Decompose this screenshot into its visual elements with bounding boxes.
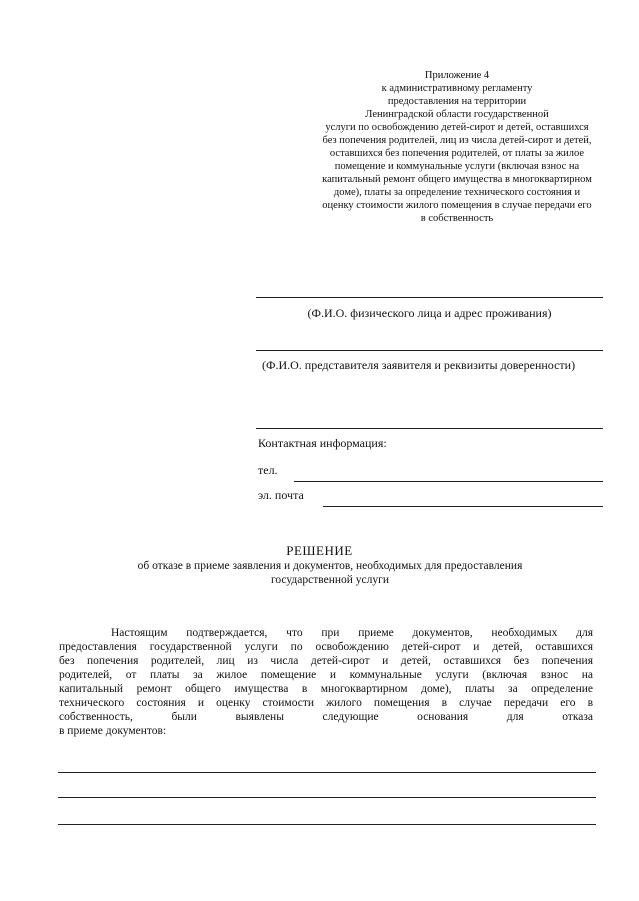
- appendix-line: оценку стоимости жилого помещения в случае передачи его: [322, 200, 592, 211]
- body-line: без попечения родителей, лиц из числа детей-сирот и детей, оставшихся без попечения: [59, 655, 593, 667]
- appendix-line: Ленинградской области государственной: [365, 109, 549, 120]
- appendix-line: оставшихся без попечения родителей, от платы за жилое: [329, 148, 585, 159]
- refusal-reason-line[interactable]: [58, 797, 596, 798]
- applicant-name-line[interactable]: [256, 297, 603, 298]
- body-line: технического состояния и оценку стоимости жилого помещения в случае передачи его в: [59, 697, 593, 709]
- decision-subtitle: [60, 559, 600, 587]
- decision-body: [59, 626, 593, 738]
- appendix-line: предоставления на территории: [387, 96, 527, 107]
- body-line: в приеме документов:: [59, 725, 167, 737]
- refusal-reason-line[interactable]: [58, 772, 596, 773]
- body-line: Настоящим подтверждается, что при приеме документов, необходимых для: [111, 627, 593, 639]
- body-line: родителей, от платы за жилое помещение и коммунальные услуги (включая взнос на: [59, 669, 593, 681]
- body-line: предоставления государственной услуги по освобождению детей-сирот и детей, оставшихся: [59, 641, 593, 653]
- appendix-line: Приложение 4: [424, 70, 490, 81]
- appendix-line: доме), платы за определение технического состояния и: [333, 187, 581, 198]
- phone-label: тел.: [258, 463, 278, 477]
- representative-line[interactable]: [256, 350, 603, 351]
- appendix-line: услуги по освобождению детей-сирот и детей, оставшихся: [325, 122, 589, 133]
- decision-title: РЕШЕНИЕ: [286, 543, 353, 558]
- refusal-reason-line[interactable]: [58, 824, 596, 825]
- appendix-line: в собственность: [420, 213, 494, 224]
- subtitle-line: об отказе в приеме заявления и документов, необходимых для предоставления: [137, 560, 523, 572]
- representative-caption: (Ф.И.О. представителя заявителя и реквизиты доверенности): [262, 358, 576, 372]
- email-label: эл. почта: [258, 488, 304, 502]
- appendix-line: без попечения родителей, лиц из числа детей-сирот и детей,: [322, 135, 592, 146]
- contact-line[interactable]: [256, 428, 603, 429]
- contact-label: Контактная информация:: [258, 436, 387, 450]
- applicant-caption: (Ф.И.О. физического лица и адрес проживания): [307, 306, 552, 320]
- appendix-line: капитальный ремонт общего имущества в многоквартирном: [322, 174, 592, 185]
- phone-field-line[interactable]: [294, 481, 603, 482]
- body-line: собственность, были выявлены следующие основания для отказа: [59, 711, 593, 723]
- appendix-header: [292, 69, 622, 225]
- appendix-line: к административному регламенту: [381, 83, 533, 94]
- appendix-line: помещение и коммунальные услуги (включая взнос на: [334, 161, 580, 172]
- email-field-line[interactable]: [323, 506, 603, 507]
- body-line: капитальный ремонт общего имущества в многоквартирном доме), платы за определение: [59, 683, 593, 695]
- subtitle-line: государственной услуги: [270, 574, 390, 586]
